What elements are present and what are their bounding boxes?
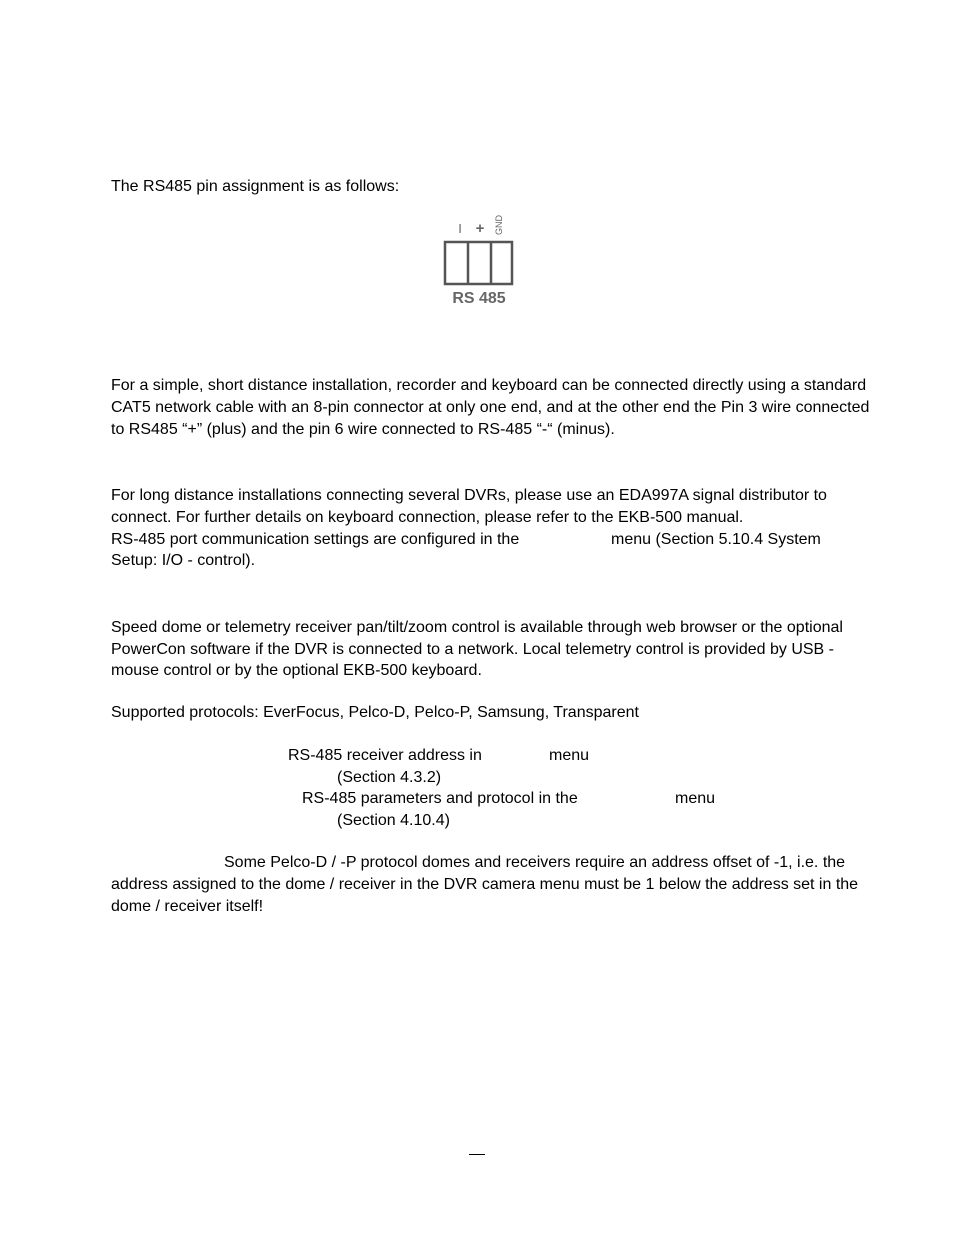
para2-line3b: menu (Section 5.10.4 System: [611, 531, 821, 548]
terminal-block: [445, 242, 512, 284]
step1-text: RS-485 receiver address in: [288, 747, 482, 764]
para3-line3: mouse control or by the optional EKB-500 keyboard.: [111, 662, 482, 679]
step2-menu: menu: [675, 790, 716, 807]
para1-line2: CAT5 network cable with an 8-pin connector at only one end, and at the other end the Pin 3 wire connected: [111, 399, 870, 416]
pin-label-plus: +: [475, 220, 485, 237]
rs485-connector-diagram: [440, 205, 520, 310]
para2-line3a: RS-485 port communication settings are configured in the: [111, 531, 520, 548]
step1-menu: menu: [549, 747, 590, 764]
step2-text: RS-485 parameters and protocol in the: [302, 790, 578, 807]
intro-text: The RS485 pin assignment is as follows:: [111, 178, 400, 195]
para3-line2: PowerCon software if the DVR is connected to a network. Local telemetry control is provided by USB -: [111, 641, 834, 658]
note-line1: Some Pelco-D / -P protocol domes and receivers require an address offset of -1, i.e. the: [224, 854, 846, 871]
pin-label-gnd: GND: [494, 215, 504, 235]
note-line3: dome / receiver itself!: [111, 898, 264, 915]
para3-line1: Speed dome or telemetry receiver pan/tilt/zoom control is available through web browser or the optional: [111, 619, 843, 636]
page-number-underline: [469, 1154, 485, 1155]
para2-line2: connect. For further details on keyboard connection, please refer to the EKB-500 manual.: [111, 509, 744, 526]
connector-label: RS 485: [452, 290, 506, 307]
pin-label-minus: I: [458, 221, 462, 236]
note-line2: address assigned to the dome / receiver in the DVR camera menu must be 1 below the address set in the: [111, 876, 859, 893]
para1-line3: to RS485 “+” (plus) and the pin 6 wire connected to RS-485 “-“ (minus).: [111, 421, 615, 438]
para1-line1: For a simple, short distance installation, recorder and keyboard can be connected directly using a standard: [111, 377, 867, 394]
para2-line1: For long distance installations connecting several DVRs, please use an EDA997A signal distributor to: [111, 487, 827, 504]
protocols-text: Supported protocols: EverFocus, Pelco-D, Pelco-P, Samsung, Transparent: [111, 704, 639, 721]
step1-section: (Section 4.3.2): [337, 769, 442, 786]
para2-line4: Setup: I/O - control).: [111, 552, 256, 569]
step2-section: (Section 4.10.4): [337, 812, 450, 829]
